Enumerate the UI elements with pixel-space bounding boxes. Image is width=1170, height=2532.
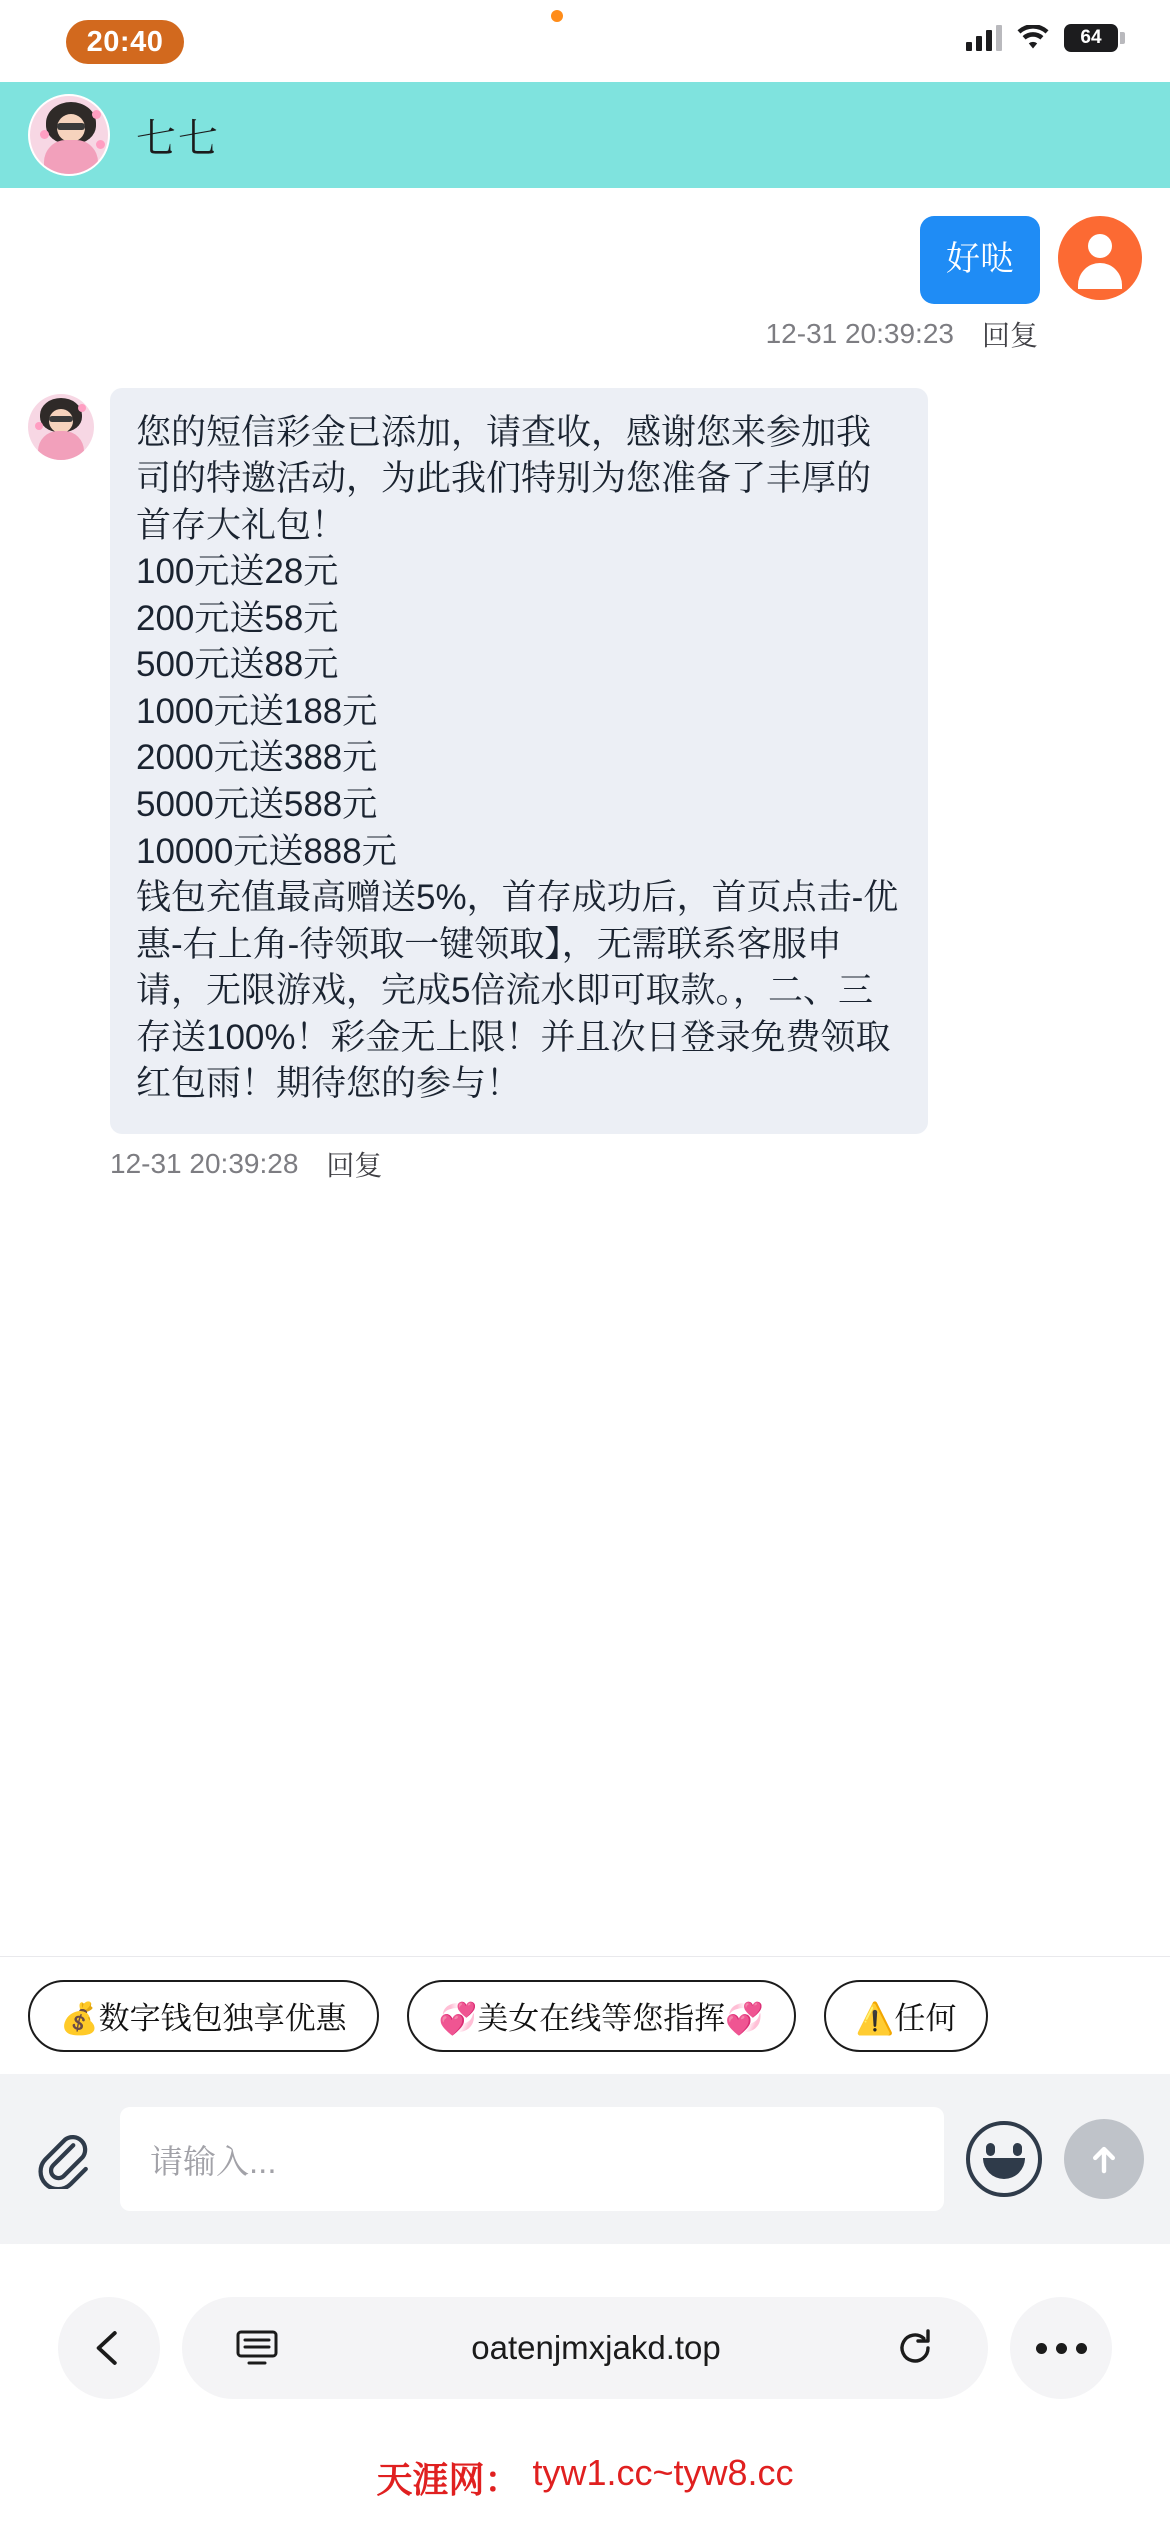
- quick-reply-bar[interactable]: [0, 1956, 1170, 2074]
- chat-header: [0, 82, 1170, 188]
- smiley-icon[interactable]: [966, 2121, 1042, 2197]
- conversation-list[interactable]: [0, 188, 1170, 1956]
- quick-reply-chip[interactable]: 💞美女在线等您指挥💞: [407, 1980, 796, 2052]
- battery-indicator: 64: [1064, 24, 1118, 52]
- wifi-icon: [1016, 25, 1050, 51]
- message-row-incoming: [0, 388, 1170, 1134]
- contact-name: 七七: [136, 116, 220, 161]
- message-meta-outgoing: [0, 314, 1170, 354]
- quick-reply-chip[interactable]: ⚠️任何: [824, 1980, 989, 2052]
- user-avatar[interactable]: [1058, 216, 1142, 300]
- browser-toolbar: [0, 2244, 1170, 2452]
- message-bubble-outgoing[interactable]: 好哒: [920, 216, 1040, 304]
- promo-tier-10000: 10000元送888元: [136, 831, 397, 871]
- message-row-outgoing: [0, 216, 1170, 304]
- more-button[interactable]: [1010, 2297, 1112, 2399]
- message-text-input[interactable]: [120, 2107, 944, 2211]
- promo-tier-500: 500元送88元: [136, 645, 339, 685]
- chevron-left-icon: [86, 2325, 132, 2371]
- reload-icon[interactable]: [894, 2327, 936, 2369]
- send-button[interactable]: [1064, 2119, 1144, 2199]
- status-bar: [0, 0, 1170, 82]
- message-bubble-incoming[interactable]: [110, 388, 928, 1134]
- promo-terms-text: 钱包充值最高赠送5%，首存成功后，首页点击-优惠-右上角-待领取一键领取】，无需联系客服申请，无限游戏，完成5倍流水即可取款。，二、三存送100%！彩金无上限！并且次日登录免费领取红包雨！期待您的参与！: [136, 878, 899, 1104]
- message-timestamp: 12-31 20:39:28: [110, 1147, 299, 1179]
- promo-tier-2000: 2000元送388元: [136, 738, 378, 778]
- status-clock: 20:40: [66, 20, 184, 64]
- arrow-up-icon: [1082, 2137, 1126, 2181]
- orange-status-dot: [551, 10, 563, 22]
- message-input-placeholder: 请输入...: [150, 2142, 277, 2180]
- reply-button[interactable]: 回复: [981, 319, 1038, 351]
- promo-tier-1000: 1000元送188元: [136, 691, 378, 731]
- message-input-bar: [0, 2074, 1170, 2244]
- url-bar[interactable]: [182, 2297, 988, 2399]
- message-timestamp: 12-31 20:39:23: [765, 317, 954, 349]
- promo-tier-100: 100元送28元: [136, 552, 339, 592]
- watermark-site-urls: tyw1.cc~tyw8.cc: [532, 2452, 794, 2493]
- quick-reply-chip[interactable]: 💰数字钱包独享优惠: [28, 1980, 379, 2052]
- watermark: [0, 2452, 1170, 2532]
- promo-tier-200: 200元送58元: [136, 598, 339, 638]
- status-indicators: [966, 24, 1118, 52]
- promo-intro-text: 您的短信彩金已添加，请查收，感谢您来参加我司的特邀活动，为此我们特别为您准备了丰厚的首存大礼包！: [136, 412, 872, 545]
- paperclip-icon[interactable]: [26, 2123, 98, 2195]
- watermark-site-name: 天涯网：: [376, 2459, 521, 2500]
- more-dots-icon: [1036, 2343, 1087, 2354]
- promo-tier-5000: 5000元送588元: [136, 784, 378, 824]
- contact-avatar[interactable]: [28, 94, 110, 176]
- contact-avatar-small[interactable]: [28, 394, 94, 460]
- back-button[interactable]: [58, 2297, 160, 2399]
- message-meta-incoming: [0, 1144, 1170, 1184]
- reader-view-icon[interactable]: [236, 2329, 278, 2367]
- url-text: oatenjmxjakd.top: [471, 2329, 721, 2366]
- signal-bars-icon: [966, 25, 1002, 51]
- reply-button[interactable]: 回复: [326, 1149, 383, 1181]
